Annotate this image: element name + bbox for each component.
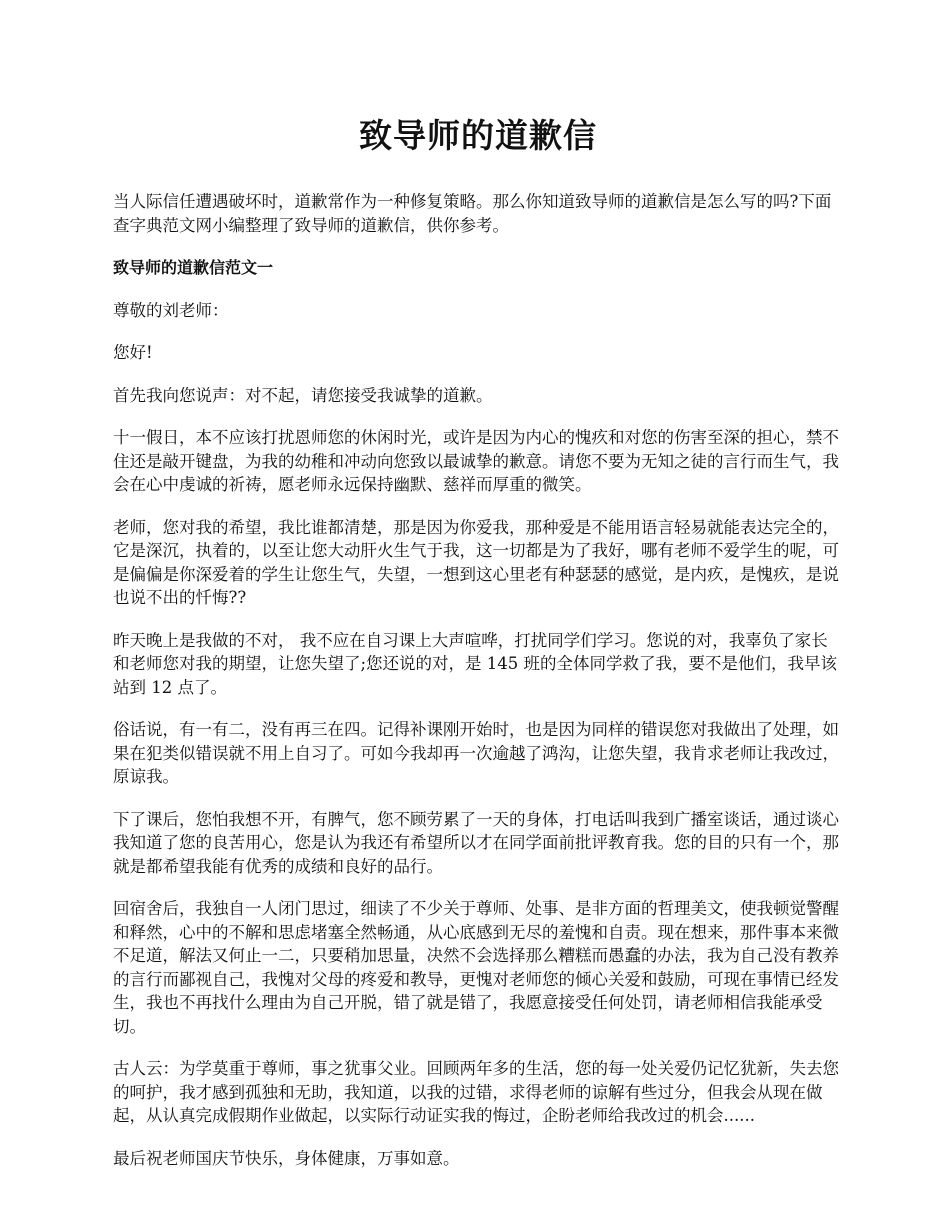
closing-paragraph: 最后祝老师国庆节快乐，身体健康，万事如意。: [113, 1148, 460, 1168]
body-paragraph: 古人云：为学莫重于尊师，事之犹事父业。回顾两年多的生活，您的每一处关爱仍记忆犹新，失去您的呵护，我才感到孤独和无助，我知道，以我的过错，求得老师的谅解有些过分，但我会从现在做起，从认真完成假期作业做起，以实际行动证实我的悔过，企盼老师给我改过的机会......: [113, 1059, 839, 1125]
document-page: [113, 112, 843, 1189]
greeting: 您好!: [113, 343, 153, 362]
body-paragraph: 俗话说，有一有二，没有再三在四。记得补课刚开始时，也是因为同样的错误您对我做出了处理，如果在犯类似错误就不用上自习了。可如今我却再一次逾越了鸿沟，让您失望，我肯求老师让我改过，原谅我。: [113, 720, 839, 786]
body-paragraph: 十一假日，本不应该打扰恩师您的休闲时光，或许是因为内心的愧疚和对您的伤害至深的担心，禁不住还是敲开键盘，为我的幼稚和冲动向您致以最诚挚的歉意。请您不要为无知之徒的言行而生气，我会在心中虔诚的祈祷，愿老师永远保持幽默、慈祥而厚重的微笑。: [113, 428, 839, 494]
body-paragraph: 首先我向您说声：对不起，请您接受我诚挚的道歉。: [113, 385, 493, 405]
intro-paragraph: 当人际信任遭遇破坏时，道歉常作为一种修复策略。那么你知道致导师的道歉信是怎么写的吗?下面查字典范文网小编整理了致导师的道歉信，供你参考。: [113, 192, 832, 235]
body-paragraph: 老师，您对我的希望，我比谁都清楚，那是因为你爱我，那种爱是不能用语言轻易就能表达完全的，它是深沉，执着的，以至让您大动肝火生气于我，这一切都是为了我好，哪有老师不爱学生的呢，可是偏偏是你深爱着的学生让您生气，失望，一想到这心里老有种瑟瑟的感觉，是内疚，是愧疚，是说也说不出的忏悔??: [113, 517, 839, 607]
body-paragraph: 回宿舍后，我独自一人闭门思过，细读了不少关于尊师、处事、是非方面的哲理美文，使我顿觉警醒和释然，心中的不解和思虑堵塞全然畅通，从心底感到无尽的羞愧和自责。现在想来，那件事本来微不足道，解法又何止一二，只要稍加思量，决然不会选择那么糟糕而愚蠢的办法，我为自己没有教养的言行而鄙视自己，我愧对父母的疼爱和教导，更愧对老师您的倾心关爱和鼓励，可现在事情已经发生，我也不再找什么理由为自己开脱，错了就是错了，我愿意接受任何处罚，请老师相信我能承受切。: [113, 899, 839, 1036]
document-title: 致导师的道歉信: [359, 116, 597, 155]
body-paragraph: 昨天晚上是我做的不对， 我不应在自习课上大声喧哗，打扰同学们学习。您说的对，我辜负了家长和老师您对我的期望，让您失望了;您还说的对，是 145 班的全体同学救了我，要不是他们，我早该站到 12 点了。: [113, 630, 838, 697]
salutation: 尊敬的刘老师：: [113, 300, 229, 320]
section-heading: 致导师的道歉信范文一: [113, 258, 274, 277]
body-paragraph: 下了课后，您怕我想不开，有脾气，您不顾劳累了一天的身体，打电话叫我到广播室谈话，通过谈心我知道了您的良苦用心，您是认为我还有希望所以才在同学面前批评教育我。您的目的只有一个，那就是都希望我能有优秀的成绩和良好的品行。: [113, 809, 839, 876]
